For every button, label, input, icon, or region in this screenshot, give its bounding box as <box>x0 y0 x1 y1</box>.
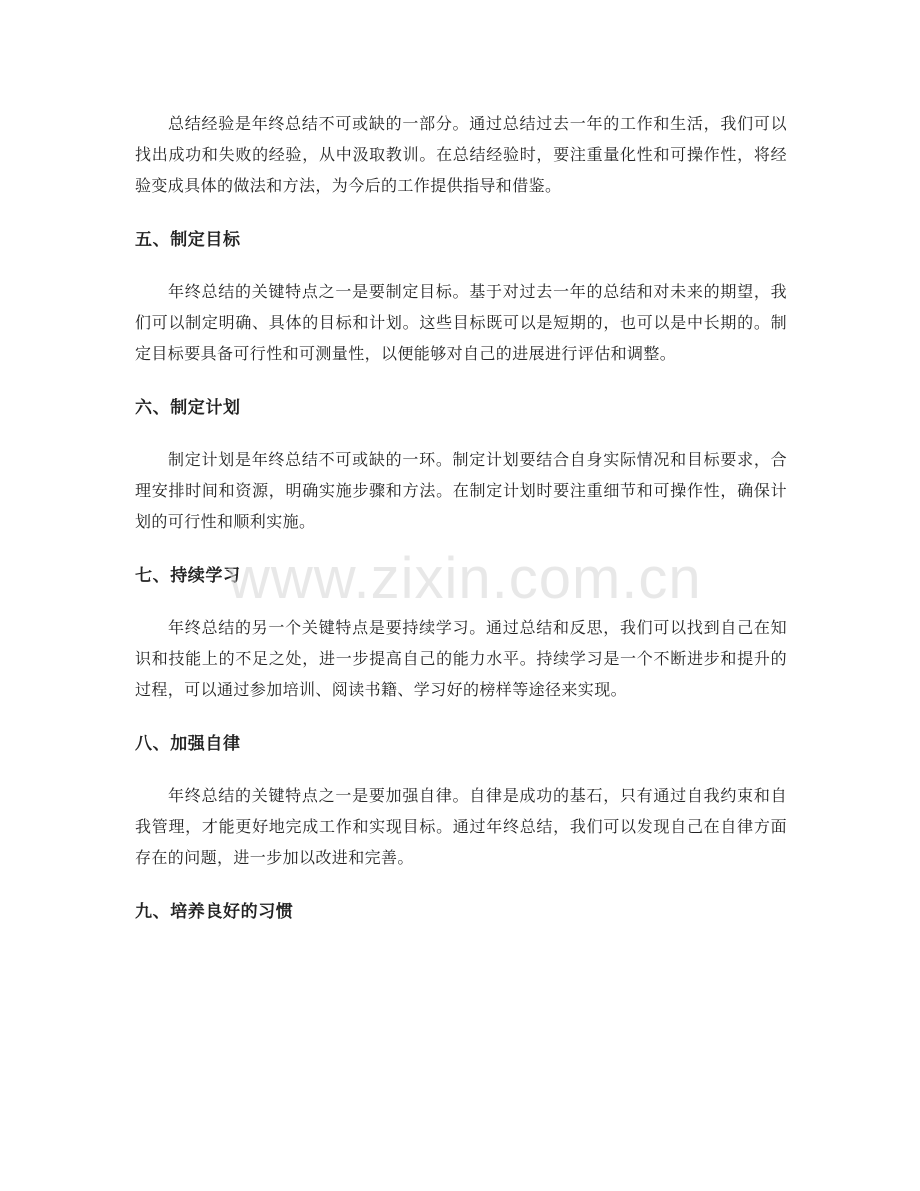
paragraph-set-goals: 年终总结的关键特点之一是要制定目标。基于对过去一年的总结和对未来的期望，我们可以制定明确、具体的目标和计划。这些目标既可以是短期的，也可以是中长期的。制定目标要具备可行性和可测量性，以便能够对自己的进展进行评估和调整。 <box>135 282 787 363</box>
heading-make-plan: 六、制定计划 <box>135 398 241 418</box>
paragraph-self-discipline: 年终总结的关键特点之一是要加强自律。自律是成功的基石，只有通过自我约束和自我管理，才能更好地完成工作和实现目标。通过年终总结，我们可以发现自己在自律方面存在的问题，进一步加以改进和完善。 <box>135 786 787 867</box>
paragraph-summary-experience: 总结经验是年终总结不可或缺的一部分。通过总结过去一年的工作和生活，我们可以找出成功和失败的经验，从中汲取教训。在总结经验时，要注重量化性和可操作性，将经验变成具体的做法和方法，为今后的工作提供指导和借鉴。 <box>135 114 787 195</box>
heading-good-habits: 九、培养良好的习惯 <box>135 902 294 922</box>
heading-continuous-learning: 七、持续学习 <box>135 566 241 586</box>
paragraph-make-plan: 制定计划是年终总结不可或缺的一环。制定计划要结合自身实际情况和目标要求，合理安排时间和资源，明确实施步骤和方法。在制定计划时要注重细节和可操作性，确保计划的可行性和顺利实施。 <box>135 450 787 531</box>
watermark-text: www.zixin.com.cn <box>228 546 702 611</box>
heading-self-discipline: 八、加强自律 <box>135 734 241 754</box>
heading-set-goals: 五、制定目标 <box>135 230 241 250</box>
paragraph-continuous-learning: 年终总结的另一个关键特点是要持续学习。通过总结和反思，我们可以找到自己在知识和技能上的不足之处，进一步提高自己的能力水平。持续学习是一个不断进步和提升的过程，可以通过参加培训、阅读书籍、学习好的榜样等途径来实现。 <box>135 618 787 699</box>
document-page <box>135 108 787 926</box>
